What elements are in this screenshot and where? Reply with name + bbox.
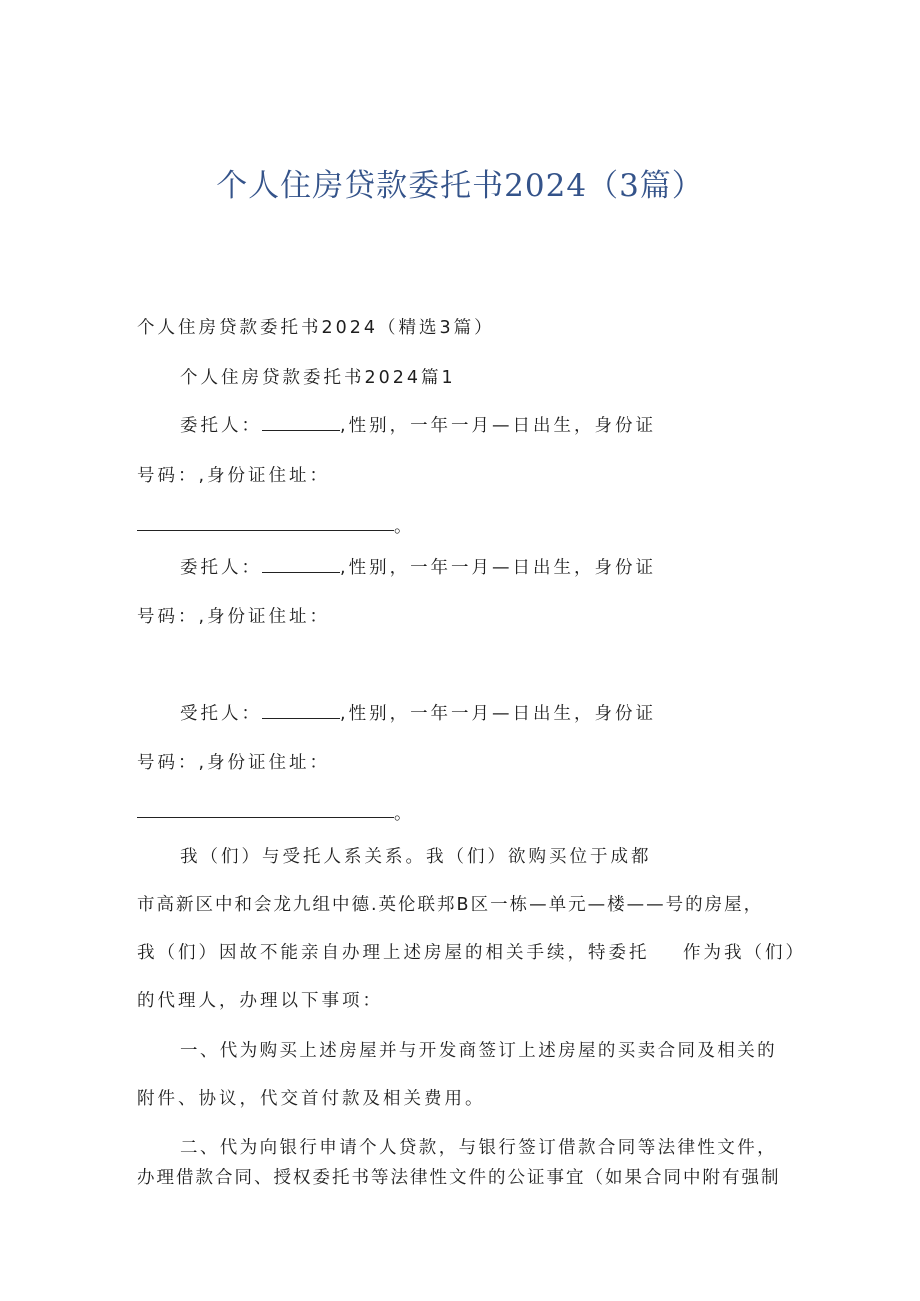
item-1-line-1: 一、代为购买上述房屋并与开发商签订上述房屋的买卖合同及相关的 <box>180 1041 777 1061</box>
principal-1-line <box>180 412 656 437</box>
document-title: 个人住房贷款委托书2024（3篇） <box>216 168 704 204</box>
document-subtitle: 个人住房贷款委托书2024（精选3篇） <box>137 318 495 338</box>
principal-1-label: 委托人： <box>180 416 262 436</box>
body-para-1-line-3b: 作为我（们） <box>683 943 806 963</box>
body-para-1-line-4: 的代理人，办理以下事项： <box>137 991 383 1011</box>
principal-2-id-line: 号码：,身份证住址： <box>137 607 331 627</box>
agent-label: 受托人： <box>180 704 262 724</box>
principal-2-line <box>180 554 656 579</box>
body-para-1-line-3a: 我（们）因故不能亲自办理上述房屋的相关手续，特委托 <box>137 943 650 963</box>
principal-1-end-mark: 。 <box>394 517 412 537</box>
agent-end-mark: 。 <box>394 804 412 824</box>
principal-1-id-line: 号码：,身份证住址： <box>137 466 331 486</box>
item-1-line-2: 附件、协议，代交首付款及相关费用。 <box>137 1089 486 1109</box>
principal-2-label: 委托人： <box>180 558 262 578</box>
agent-line <box>180 700 656 725</box>
section-heading: 个人住房贷款委托书2024篇1 <box>180 368 456 388</box>
agent-name-blank <box>262 700 340 719</box>
body-para-1-line-1: 我（们）与受托人系关系。我（们）欲购买位于成都 <box>180 847 652 867</box>
principal-1-address-blank <box>137 530 394 531</box>
principal-2-line-rest: ,性别，一年一月—日出生，身份证 <box>340 558 657 578</box>
body-para-1-line-2: 市高新区中和会龙九组中德.英伦联邦B区一栋—单元—楼——号的房屋， <box>137 895 764 915</box>
agent-id-line: 号码：,身份证住址： <box>137 753 331 773</box>
item-2-line-1: 二、代为向银行申请个人贷款，与银行签订借款合同等法律性文件， <box>180 1138 777 1158</box>
principal-1-line-rest: ,性别，一年一月—日出生，身份证 <box>340 416 657 436</box>
agent-line-rest: ,性别，一年一月—日出生，身份证 <box>340 704 657 724</box>
agent-address-blank <box>137 817 394 818</box>
principal-2-name-blank <box>262 554 340 573</box>
item-2-line-2: 办理借款合同、授权委托书等法律性文件的公证事宜（如果合同中附有强制 <box>137 1168 781 1188</box>
principal-1-name-blank <box>262 412 340 431</box>
